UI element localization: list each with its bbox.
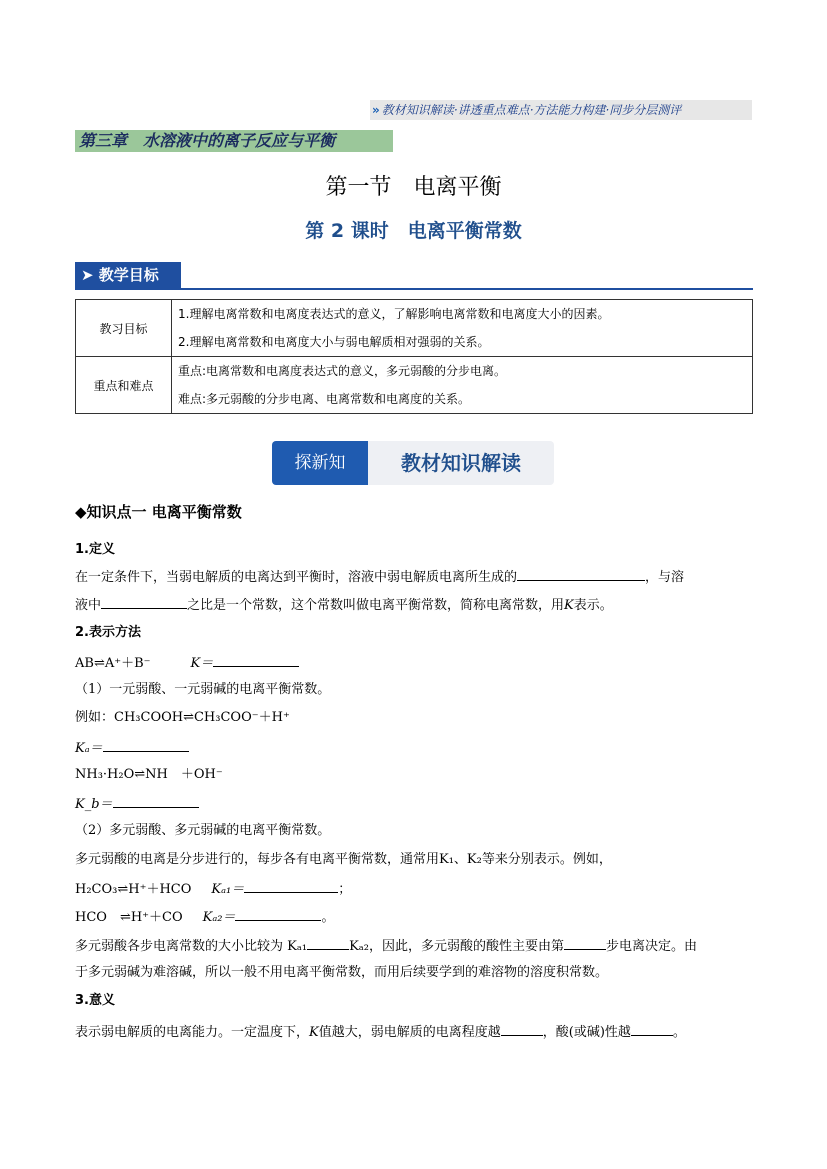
eq1: AB⇌A⁺＋B⁻ K＝ [75,652,299,674]
top-banner [370,100,752,120]
section-banner [272,441,554,485]
s1-line2: 液中 之比是一个常数，这个常数叫做电离平衡常数，简称电离常数，用K表示。 [75,594,613,616]
s3-title: 3.意义 [75,993,115,1008]
goals-divider [75,288,753,290]
row-body [172,357,753,414]
s1-line1: 在一定条件下，当弱电解质的电离达到平衡时，溶液中弱电解质电离所生成的 ，与溶 [75,566,684,588]
banner-text: 教材知识解读·讲透重点难点·方法能力构建·同步分层测评 [381,103,682,117]
banner-right: 教材知识解读 [368,441,554,485]
s1-title: 1.定义 [75,542,115,557]
row-line: 2.理解电离常数和电离度大小与弱电解质相对强弱的关系。 [178,335,490,349]
table-row [76,300,753,357]
kb: K_b＝ [75,793,199,815]
goals-table [75,299,753,414]
knowledge-title: ◆知识点一 电离平衡常数 [75,503,242,521]
banner-left: 探新知 [272,441,368,485]
goals-tag [75,262,181,288]
section-title: 第一节 电离平衡 [325,175,502,200]
s2-title: 2.表示方法 [75,625,141,640]
row-line: 重点:电离常数和电离度表达式的意义，多元弱酸的分步电离。 [178,364,507,378]
row-head: 教习目标 [76,300,172,357]
ex1: 例如：CH₃COOH⇌CH₃COO⁻＋H⁺ [75,710,290,725]
double-chevron-icon: » [372,103,380,117]
lesson-title: 第 2 课时 电离平衡常数 [305,220,522,242]
sub1: （1）一元弱酸、一元弱碱的电离平衡常数。 [75,682,331,697]
ex2: NH₃·H₂O⇌NH ＋OH⁻ [75,767,223,782]
ka: Kₐ＝ [75,737,189,759]
eq3: H₂CO₃⇌H⁺＋HCO Kₐ₁＝ ； [75,878,351,900]
sub2: （2）多元弱酸、多元弱碱的电离平衡常数。 [75,823,331,838]
eq4: HCO ⇌H⁺＋CO Kₐ₂＝ 。 [75,906,334,928]
row-head: 重点和难点 [76,357,172,414]
row-line: 难点:多元弱酸的分步电离、电离常数和电离度的关系。 [178,392,471,406]
table-row [76,357,753,414]
row-body [172,300,753,357]
row-line: 1.理解电离常数和电离度表达式的意义，了解影响电离常数和电离度大小的因素。 [178,307,610,321]
chapter-heading: 第三章 水溶液中的离子反应与平衡 [75,130,393,152]
goals-tag-label: 教学目标 [98,266,159,284]
arrow-right-icon: ➤ [81,266,99,284]
p4: 于多元弱碱为难溶碱，所以一般不用电离平衡常数，而用后续要学到的难溶物的溶度积常数。 [75,965,609,980]
p3: 多元弱酸各步电离常数的大小比较为 Kₐ₁ Kₐ₂，因此，多元弱酸的酸性主要由第 步电离决定。由 [75,935,697,957]
p5: 表示弱电解质的电离能力。一定温度下，K值越大，弱电解质的电离程度越 ，酸(或碱)性越 。 [75,1021,686,1043]
p2: 多元弱酸的电离是分步进行的，每步各有电离平衡常数，通常用K₁、K₂等来分别表示。例如， [75,852,612,867]
